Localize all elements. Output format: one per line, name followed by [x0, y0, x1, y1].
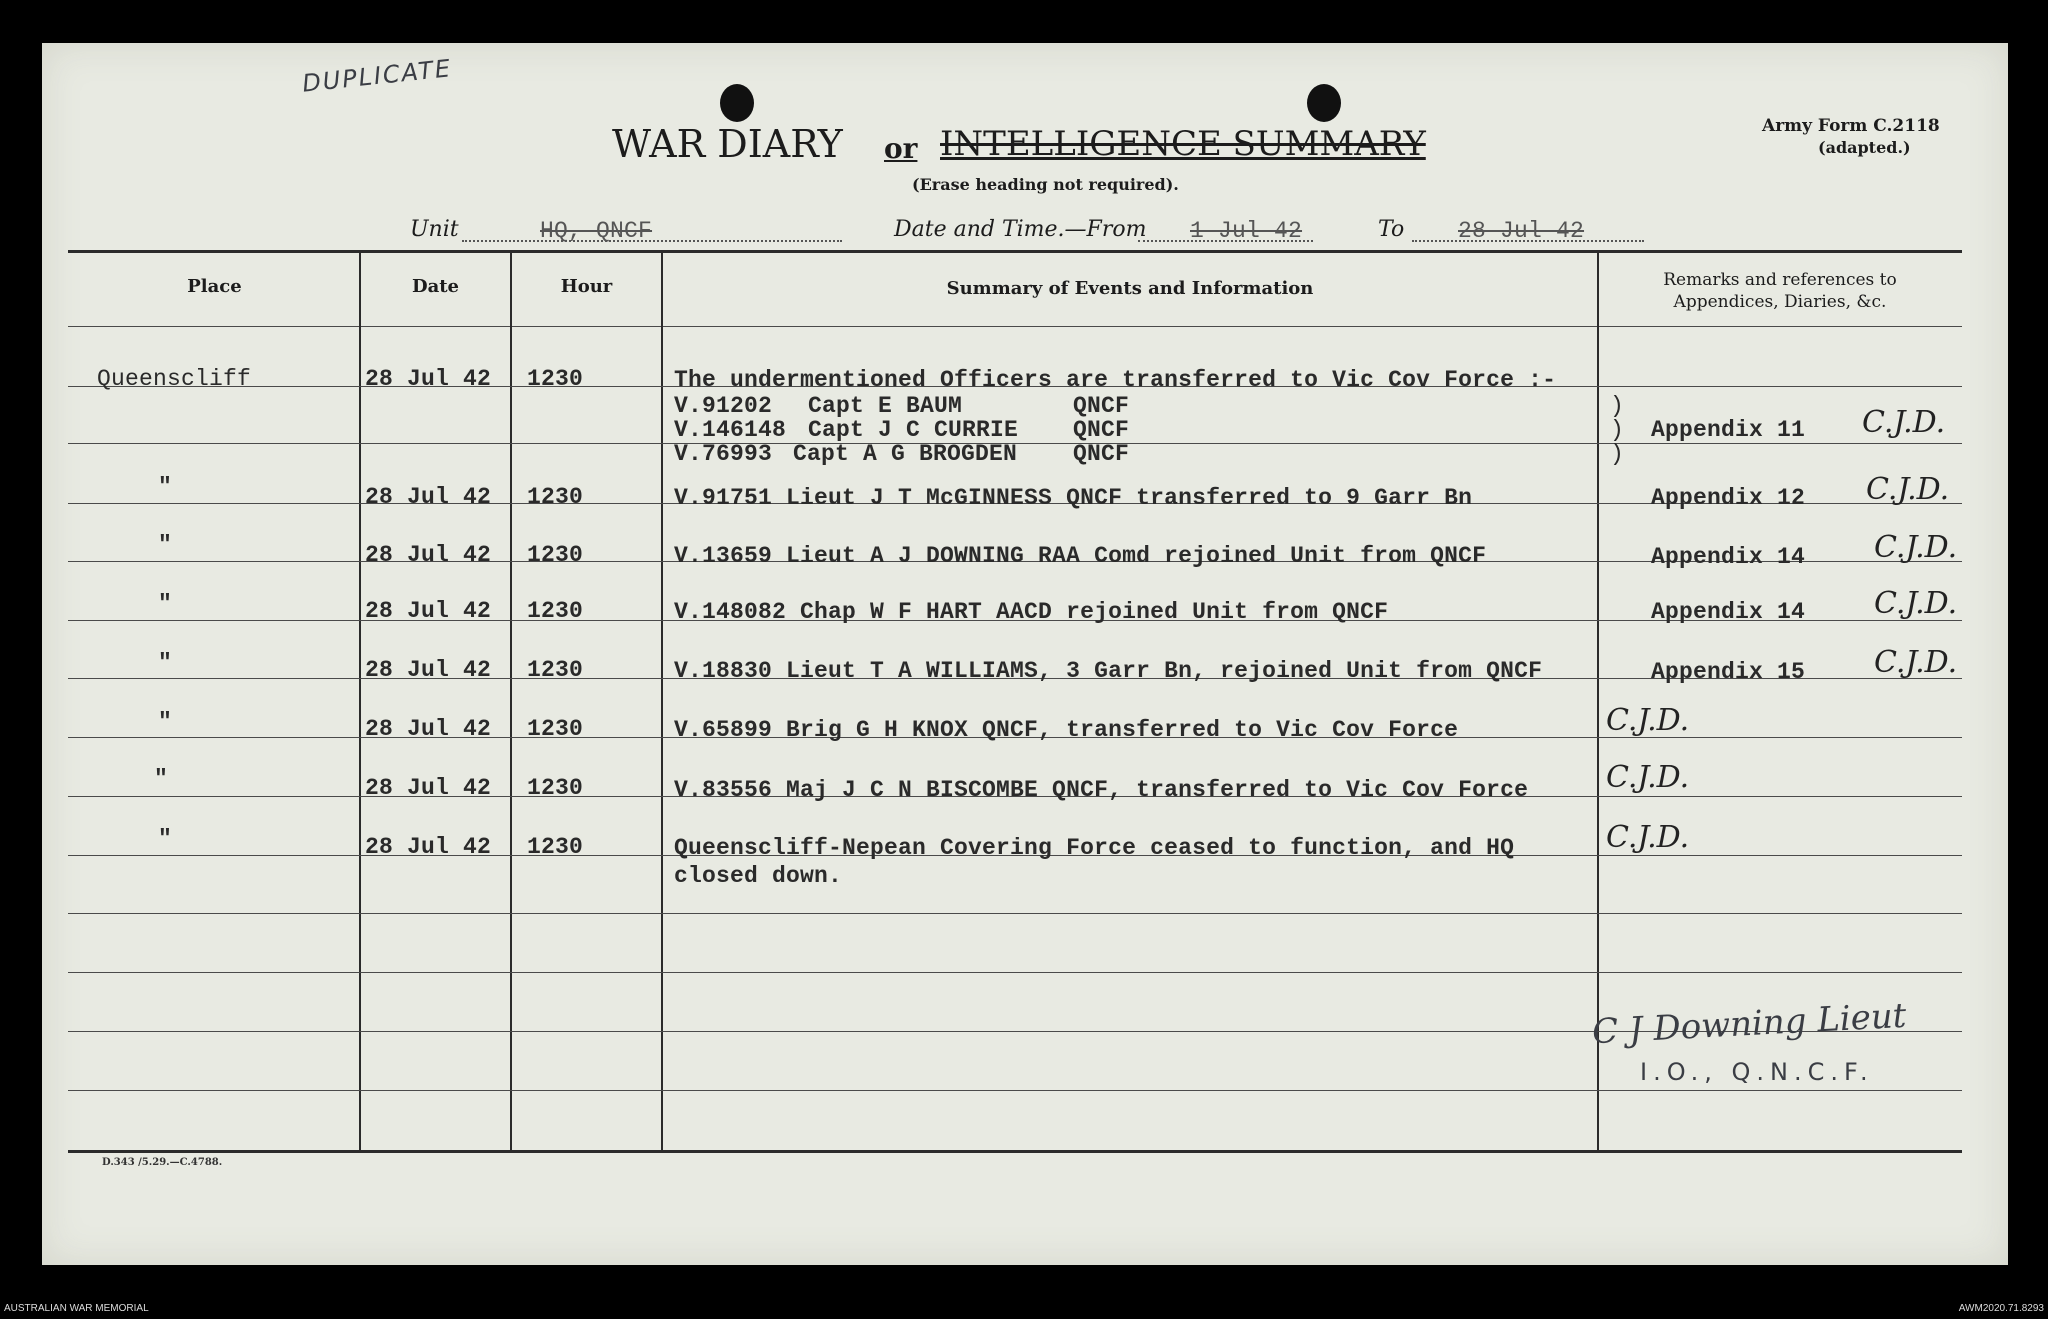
cell-hour: 1230	[527, 775, 584, 801]
footer-right: AWM2020.71.8293	[1958, 1303, 2044, 1314]
title-intelligence-summary: INTELLIGENCE SUMMARY	[940, 124, 1426, 164]
cell-remark: Appendix 12	[1651, 485, 1806, 511]
form-adapted: (adapted.)	[1818, 138, 1911, 157]
cell-date: 28 Jul 42	[365, 542, 492, 568]
cell-summary: V.13659 Lieut A J DOWNING RAA Comd rejoined Unit from QNCF	[674, 543, 1487, 569]
cell-summary-continued: closed down.	[674, 863, 843, 889]
row-rule	[68, 913, 1962, 914]
row-rule	[68, 972, 1962, 973]
cell-place: "	[158, 474, 173, 500]
bracket: )	[1610, 441, 1625, 467]
cell-hour: 1230	[527, 598, 584, 624]
col-header-remarks-2: Appendices, Diaries, &c.	[1673, 292, 1887, 312]
cell-summary: V.83556 Maj J C N BISCOMBE QNCF, transferred to Vic Cov Force	[674, 777, 1529, 803]
initials-mark: C.J.D.	[1874, 645, 1958, 680]
officer-unit: QNCF	[1073, 441, 1130, 467]
punch-hole-left	[720, 84, 754, 122]
unit-value: HQ, QNCF	[540, 218, 653, 244]
col-header-summary: Summary of Events and Information	[946, 278, 1314, 299]
officer-name: Capt E BAUM	[808, 393, 963, 419]
print-code: D.343 /5.29.—C.4788.	[102, 1157, 223, 1168]
cell-hour: 1230	[527, 542, 584, 568]
cell-place: "	[158, 650, 173, 676]
officer-unit: QNCF	[1073, 417, 1130, 443]
col-header-date: Date	[411, 276, 460, 297]
cell-remark: Appendix 15	[1651, 659, 1806, 685]
signature: C J Downing Lieut	[1591, 995, 1908, 1053]
date-label: Date and Time.—From	[894, 217, 1147, 242]
cell-date: 28 Jul 42	[365, 484, 492, 510]
cell-place: "	[158, 591, 173, 617]
cell-hour: 1230	[527, 834, 584, 860]
cell-place: "	[158, 709, 173, 735]
cell-place: "	[154, 766, 169, 792]
cell-summary: V.65899 Brig G H KNOX QNCF, transferred to Vic Cov Force	[674, 717, 1459, 743]
title-war-diary: WAR DIARY	[612, 122, 843, 166]
signature-title: I.O., Q.N.C.F.	[1640, 1058, 1874, 1086]
cell-date: 28 Jul 42	[365, 834, 492, 860]
cell-summary: V.91751 Lieut J T McGINNESS QNCF transferred to 9 Garr Bn	[674, 485, 1473, 511]
cell-date: 28 Jul 42	[365, 366, 492, 392]
cell-summary: Queenscliff-Nepean Covering Force ceased to function, and HQ	[674, 835, 1515, 861]
cell-place: Queenscliff	[97, 366, 252, 392]
unit-label: Unit	[410, 217, 459, 242]
initials-mark: C.J.D.	[1874, 586, 1958, 621]
duplicate-note: DUPLICATE	[300, 54, 454, 98]
cell-hour: 1230	[527, 366, 584, 392]
cell-hour: 1230	[527, 657, 584, 683]
cell-date: 28 Jul 42	[365, 775, 492, 801]
initials-mark: C.J.D.	[1866, 472, 1950, 507]
officer-number: V.76993	[674, 441, 773, 467]
header-rule	[68, 326, 1962, 327]
cell-summary: V.148082 Chap W F HART AACD rejoined Unit from QNCF	[674, 599, 1389, 625]
bracket: )	[1610, 417, 1625, 443]
row-rule	[68, 1090, 1962, 1091]
cell-date: 28 Jul 42	[365, 716, 492, 742]
table-top-rule	[68, 250, 1962, 253]
officer-number: V.91202	[674, 393, 773, 419]
initials-mark: C.J.D.	[1862, 405, 1946, 440]
cell-date: 28 Jul 42	[365, 657, 492, 683]
initials-mark: C.J.D.	[1606, 703, 1690, 738]
col-header-remarks-1: Remarks and references to	[1663, 270, 1897, 290]
cell-remark: Appendix 14	[1651, 544, 1806, 570]
to-label: To	[1378, 217, 1405, 242]
cell-remark: Appendix 11	[1651, 417, 1806, 443]
to-value: 28 Jul 42	[1458, 218, 1585, 244]
initials-mark: C.J.D.	[1874, 530, 1958, 565]
table-bottom-rule	[68, 1150, 1962, 1153]
cell-remark: Appendix 14	[1651, 599, 1806, 625]
cell-summary: V.18830 Lieut T A WILLIAMS, 3 Garr Bn, rejoined Unit from QNCF	[674, 658, 1543, 684]
form-name: Army Form C.2118	[1762, 116, 1940, 136]
cell-summary: The undermentioned Officers are transferred to Vic Cov Force :-	[674, 367, 1557, 393]
bracket: )	[1610, 393, 1625, 419]
col-header-hour: Hour	[560, 276, 613, 297]
footer-left: AUSTRALIAN WAR MEMORIAL	[4, 1303, 149, 1314]
from-value: 1 Jul 42	[1190, 218, 1303, 244]
cell-place: "	[158, 532, 173, 558]
punch-hole-right	[1307, 84, 1341, 122]
cell-date: 28 Jul 42	[365, 598, 492, 624]
col-header-place: Place	[187, 276, 242, 297]
cell-hour: 1230	[527, 716, 584, 742]
officer-unit: QNCF	[1073, 393, 1130, 419]
cell-place: "	[158, 826, 173, 852]
officer-name: Capt A G BROGDEN	[793, 441, 1018, 467]
officer-name: Capt J C CURRIE	[808, 417, 1019, 443]
cell-hour: 1230	[527, 484, 584, 510]
officer-number: V.146148	[674, 417, 787, 443]
title-or: or	[884, 132, 918, 165]
erase-note: (Erase heading not required).	[912, 175, 1179, 194]
initials-mark: C.J.D.	[1606, 760, 1690, 795]
initials-mark: C.J.D.	[1606, 820, 1690, 855]
